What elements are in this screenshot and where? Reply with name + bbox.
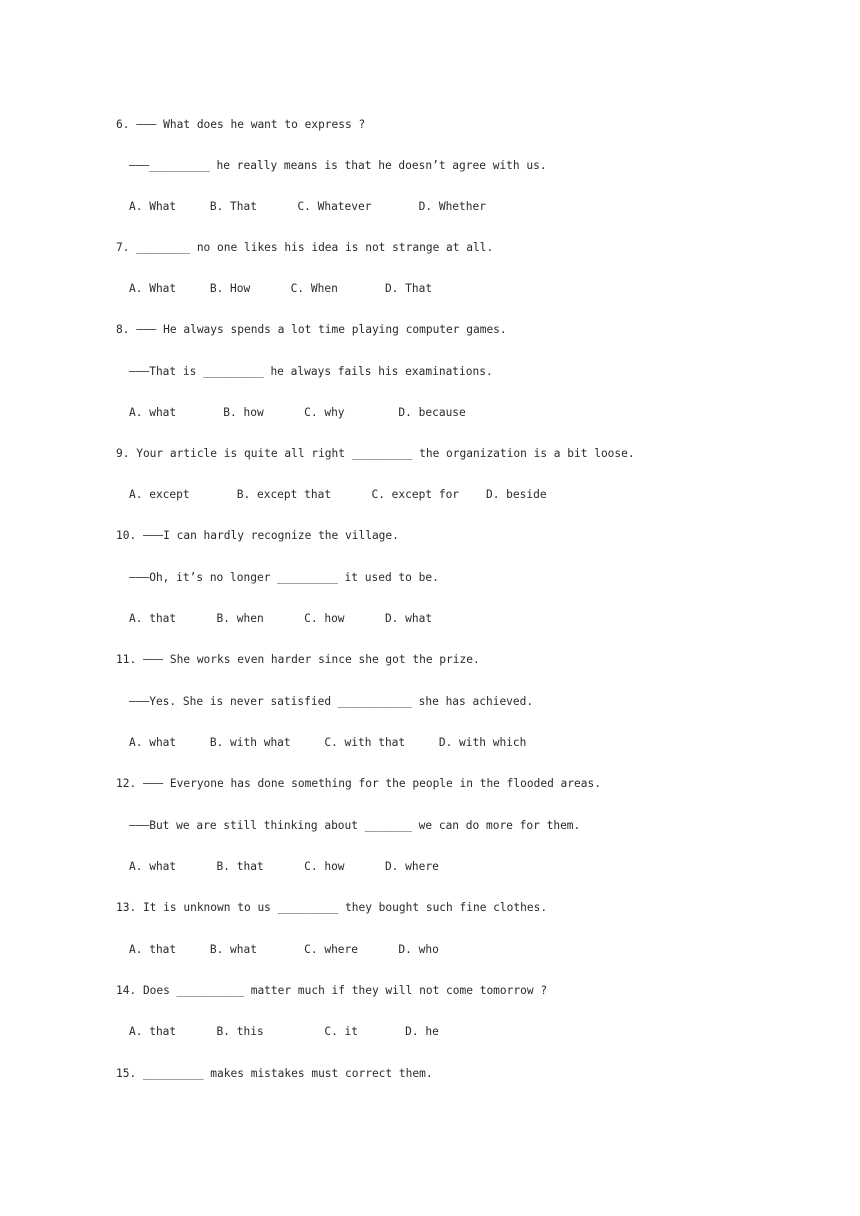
question-12-stem: 12. ——— Everyone has done something for the people in the flooded areas.	[116, 777, 601, 790]
question-7-options: A. What B. How C. When D. That	[129, 282, 433, 295]
question-14-options: A. that B. this C. it D. he	[129, 1025, 439, 1038]
question-10-options: A. that B. when C. how D. what	[129, 612, 433, 625]
question-13-stem: 13. It is unknown to us _________ they bought such fine clothes.	[116, 901, 548, 914]
question-8-response: ———That is _________ he always fails his examinations.	[129, 365, 493, 378]
question-11-response: ———Yes. She is never satisfied ___________ she has achieved.	[129, 695, 534, 708]
question-8-options: A. what B. how C. why D. because	[129, 406, 466, 419]
question-12-options: A. what B. that C. how D. where	[129, 860, 439, 873]
question-10-stem: 10. ———I can hardly recognize the village.	[116, 529, 399, 542]
question-6-stem: 6. ——— What does he want to express ?	[116, 118, 366, 131]
question-14-stem: 14. Does __________ matter much if they will not come tomorrow ?	[116, 984, 548, 997]
question-11-options: A. what B. with what C. with that D. with which	[129, 736, 527, 749]
question-12-response: ———But we are still thinking about _______ we can do more for them.	[129, 819, 581, 832]
question-10-response: ———Oh, it’s no longer _________ it used to be.	[129, 571, 439, 584]
question-9-options: A. except B. except that C. except for D. beside	[129, 488, 547, 501]
question-8-stem: 8. ——— He always spends a lot time playing computer games.	[116, 323, 507, 336]
question-15-stem: 15. _________ makes mistakes must correct them.	[116, 1067, 433, 1080]
question-11-stem: 11. ——— She works even harder since she got the prize.	[116, 653, 480, 666]
question-7-stem: 7. ________ no one likes his idea is not strange at all.	[116, 241, 494, 254]
question-9-stem: 9. Your article is quite all right _________ the organization is a bit loose.	[116, 447, 635, 460]
question-13-options: A. that B. what C. where D. who	[129, 943, 439, 956]
question-6-options: A. What B. That C. Whatever D. Whether	[129, 200, 486, 213]
question-6-response: ———_________ he really means is that he doesn’t agree with us.	[129, 159, 547, 172]
